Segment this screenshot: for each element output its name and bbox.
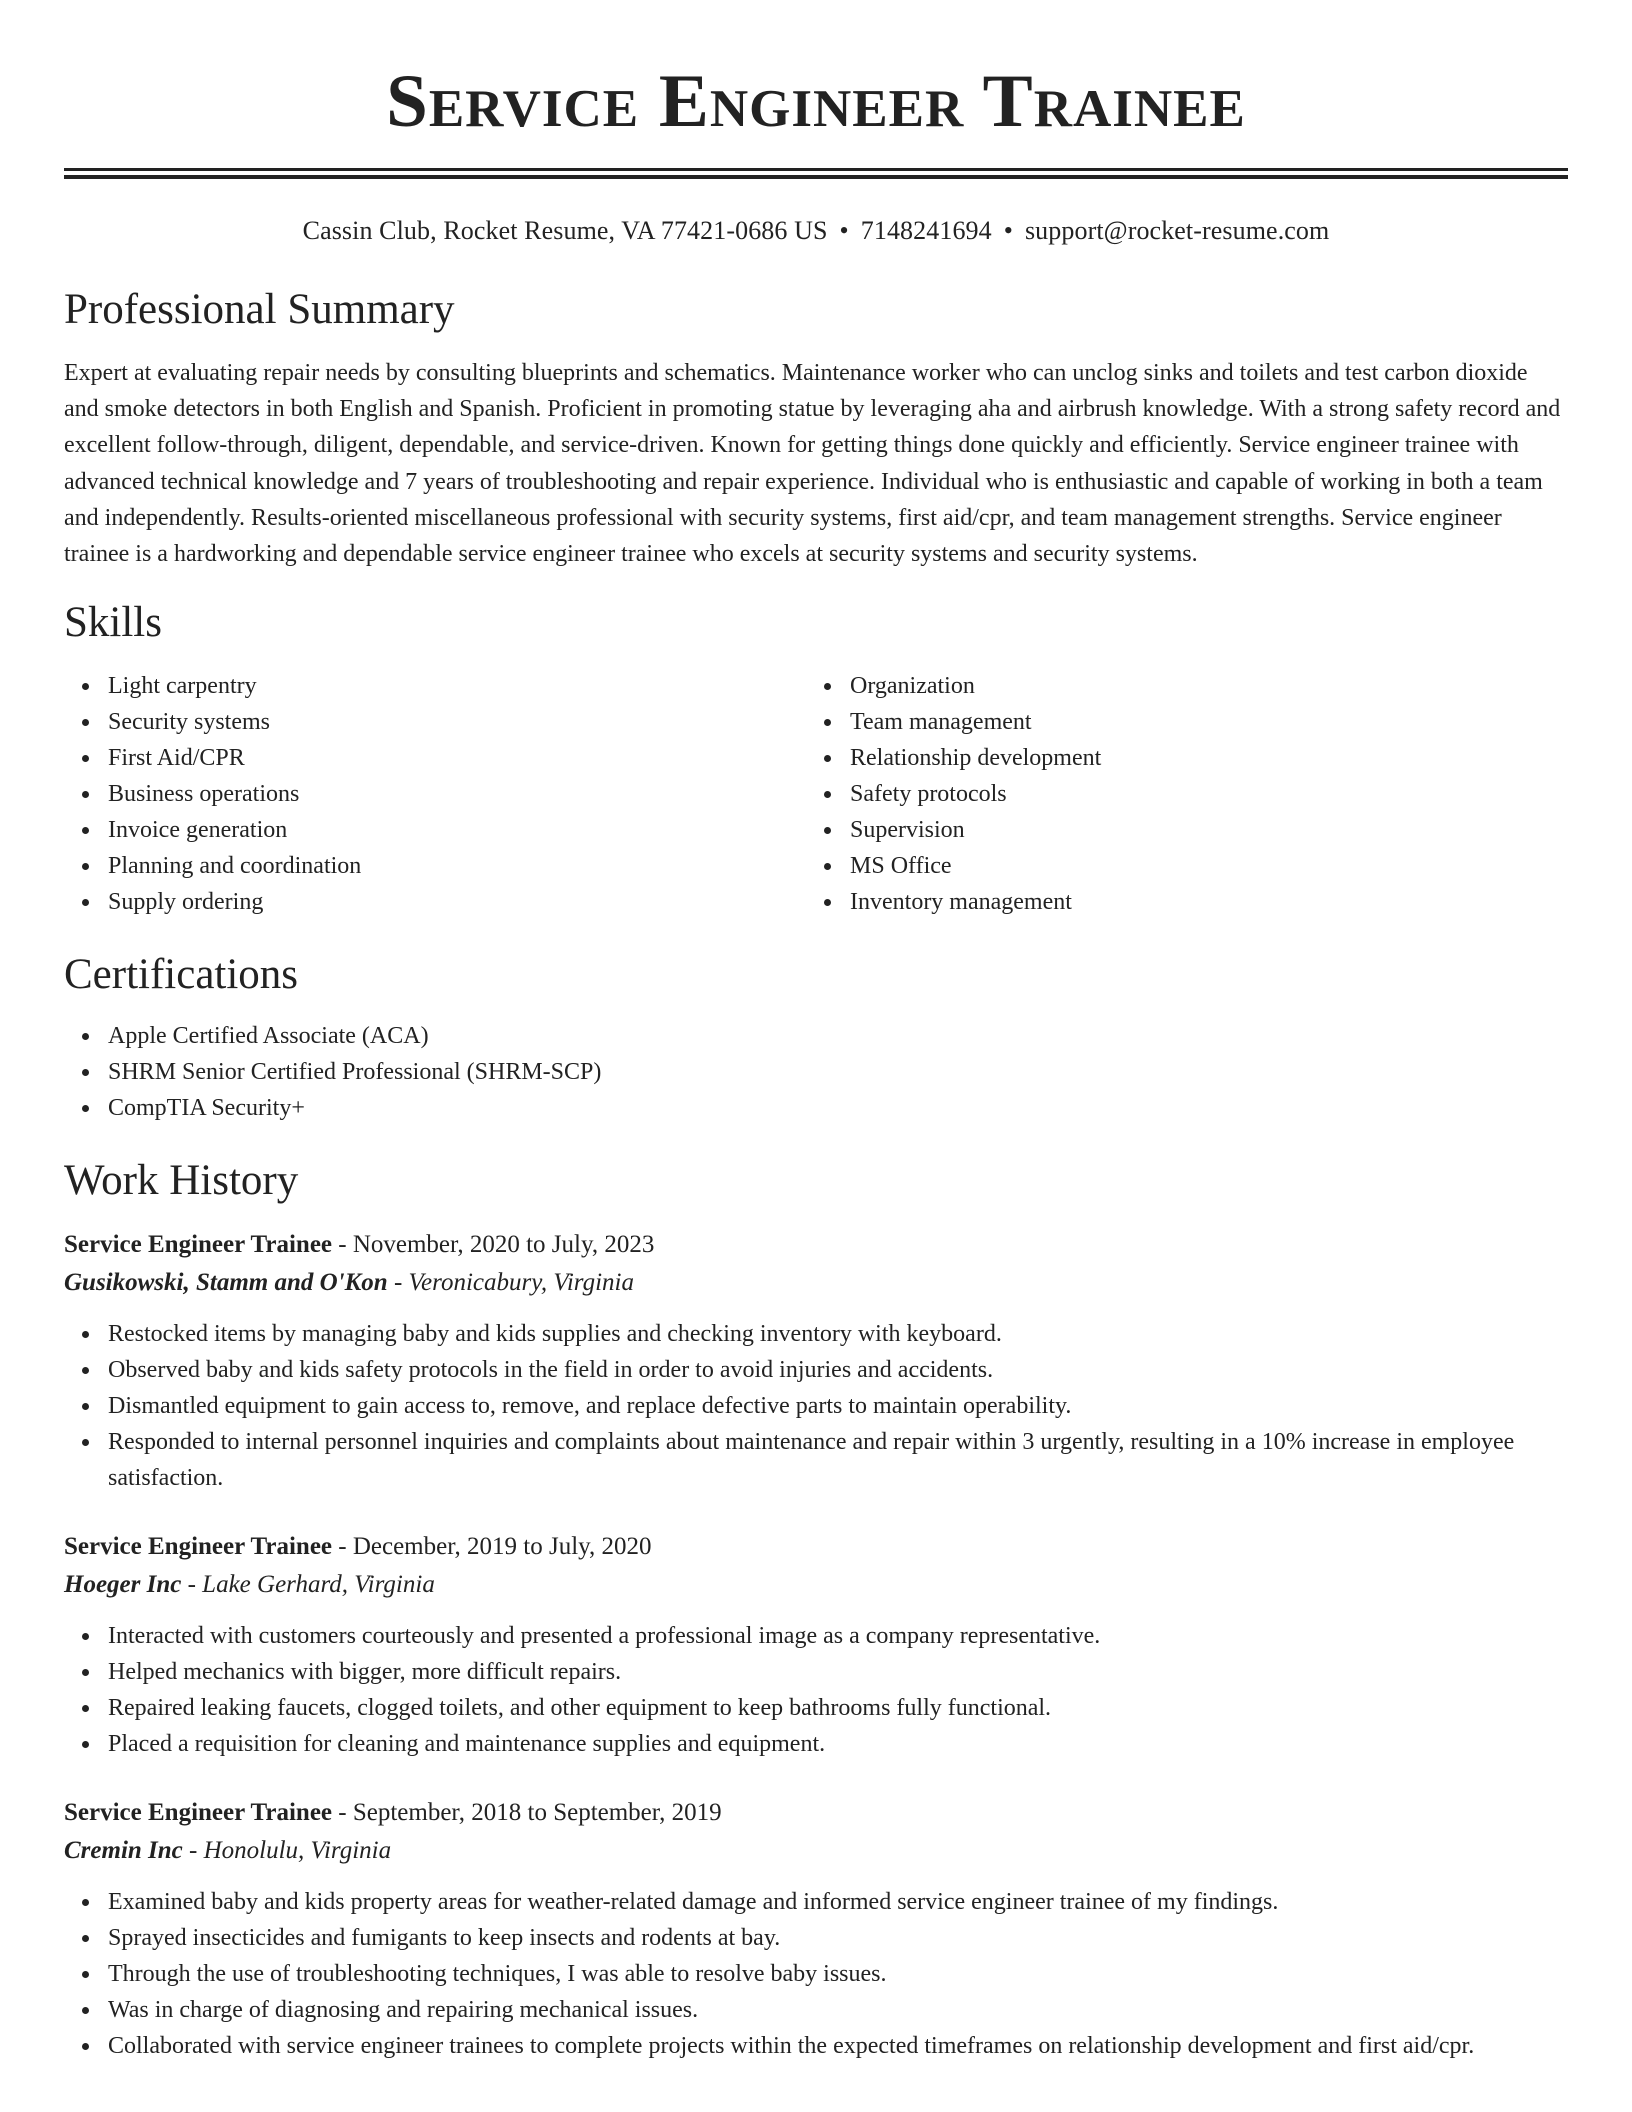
skill-item: Team management — [806, 704, 1548, 740]
job-location: - Veronicabury, Virginia — [387, 1269, 634, 1297]
job-entry — [64, 1226, 1568, 1496]
skill-item: Organization — [806, 668, 1548, 704]
job-company-line — [64, 1566, 1568, 1604]
certifications-heading: Certifications — [64, 951, 299, 999]
job-dates: - December, 2019 to July, 2020 — [332, 1533, 652, 1561]
job-bullet: Repaired leaking faucets, clogged toilets, and other equipment to keep bathrooms fully functional. — [64, 1690, 1568, 1726]
contact-separator: • — [1003, 216, 1013, 245]
job-company: Hoeger Inc — [64, 1571, 182, 1599]
job-bullet: Dismantled equipment to gain access to, remove, and replace defective parts to maintain operability. — [64, 1388, 1568, 1424]
job-company: Cremin Inc — [64, 1837, 183, 1865]
resume-page — [64, 0, 1568, 2064]
job-title: Service Engineer Trainee — [64, 1231, 333, 1259]
job-entry — [64, 1528, 1568, 1762]
job-bullet: Interacted with customers courteously and presented a professional image as a company representative. — [64, 1618, 1568, 1654]
skill-item: Business operations — [64, 776, 806, 812]
skills-list — [64, 668, 1568, 920]
job-bullets — [64, 1316, 1568, 1496]
skill-item: Supervision — [806, 812, 1548, 848]
job-dates: - November, 2020 to July, 2023 — [332, 1231, 655, 1259]
job-bullet: Was in charge of diagnosing and repairing mechanical issues. — [64, 1992, 1568, 2028]
job-bullet: Responded to internal personnel inquiries and complaints about maintenance and repair within 3 urgently, resulting in a 10% increase in employee satisfaction. — [64, 1424, 1568, 1496]
skill-item: MS Office — [806, 848, 1548, 884]
skill-item: Safety protocols — [806, 776, 1548, 812]
skill-item: Security systems — [64, 704, 806, 740]
skills-heading: Skills — [64, 599, 162, 647]
job-bullet: Observed baby and kids safety protocols in the field in order to avoid injuries and accidents. — [64, 1352, 1568, 1388]
skill-item: Planning and coordination — [64, 848, 806, 884]
resume-title: Service Engineer Trainee — [386, 60, 1246, 143]
certification-item: SHRM Senior Certified Professional (SHRM-SCP) — [64, 1054, 1568, 1090]
job-title: Service Engineer Trainee — [64, 1533, 333, 1561]
job-title-line — [64, 1528, 1568, 1566]
contact-address: Cassin Club, Rocket Resume, VA 77421-0686 US — [302, 216, 828, 245]
contact-email[interactable]: support@rocket-resume.com — [1024, 216, 1330, 245]
contact-separator: • — [839, 216, 849, 245]
job-bullet: Helped mechanics with bigger, more difficult repairs. — [64, 1654, 1568, 1690]
skill-item: Inventory management — [806, 884, 1548, 920]
certification-item: Apple Certified Associate (ACA) — [64, 1018, 1568, 1054]
job-company: Gusikowski, Stamm and O'Kon — [64, 1269, 388, 1297]
job-bullet: Collaborated with service engineer trainees to complete projects within the expected timeframes on relationship development and first aid/cpr. — [64, 2028, 1568, 2064]
work-history-heading: Work History — [64, 1157, 299, 1205]
job-bullets — [64, 1618, 1568, 1762]
job-location: - Lake Gerhard, Virginia — [181, 1571, 435, 1599]
skills-column-left — [64, 668, 806, 920]
job-bullets — [64, 1884, 1568, 2064]
skill-item: Light carpentry — [64, 668, 806, 704]
job-bullet: Placed a requisition for cleaning and maintenance supplies and equipment. — [64, 1726, 1568, 1762]
job-title: Service Engineer Trainee — [64, 1799, 333, 1827]
header-divider — [64, 168, 1568, 179]
contact-phone: 7148241694 — [860, 216, 992, 245]
job-dates: - September, 2018 to September, 2019 — [332, 1799, 722, 1827]
contact-line — [64, 215, 1568, 247]
job-entry — [64, 1794, 1568, 2064]
skill-item: Relationship development — [806, 740, 1548, 776]
job-company-line — [64, 1264, 1568, 1302]
job-title-line — [64, 1794, 1568, 1832]
job-company-line — [64, 1832, 1568, 1870]
job-bullet: Restocked items by managing baby and kids supplies and checking inventory with keyboard. — [64, 1316, 1568, 1352]
skill-item: Invoice generation — [64, 812, 806, 848]
job-title-line — [64, 1226, 1568, 1264]
job-bullet: Through the use of troubleshooting techniques, I was able to resolve baby issues. — [64, 1956, 1568, 1992]
summary-text: Expert at evaluating repair needs by consulting blueprints and schematics. Maintenance worker who can unclog sinks and toilets and test carbon dioxide and smoke detectors in both English and Spanish. Proficient in promoting statue by leveraging aha and airbrush knowledge. With a strong safety record and excellent follow-through, diligent, dependable, and service-driven. Known for getting things done quickly and efficiently. Service engineer trainee with advanced technical knowledge and 7 years of troubleshooting and repair experience. Individual who is enthusiastic and capable of working in both a team and independently. Results-oriented miscellaneous professional with security systems, first aid/cpr, and team management strengths. Service engineer trainee is a hardworking and dependable service engineer trainee who excels at security systems and security systems. — [64, 360, 1561, 568]
certifications-list — [64, 1018, 1568, 1126]
certification-item: CompTIA Security+ — [64, 1090, 1568, 1126]
job-bullet: Examined baby and kids property areas for weather-related damage and informed service engineer trainee of my findings. — [64, 1884, 1568, 1920]
skill-item: First Aid/CPR — [64, 740, 806, 776]
job-bullet: Sprayed insecticides and fumigants to keep insects and rodents at bay. — [64, 1920, 1568, 1956]
skills-column-right — [806, 668, 1548, 920]
skill-item: Supply ordering — [64, 884, 806, 920]
summary-heading: Professional Summary — [64, 286, 455, 333]
job-location: - Honolulu, Virginia — [182, 1837, 392, 1865]
